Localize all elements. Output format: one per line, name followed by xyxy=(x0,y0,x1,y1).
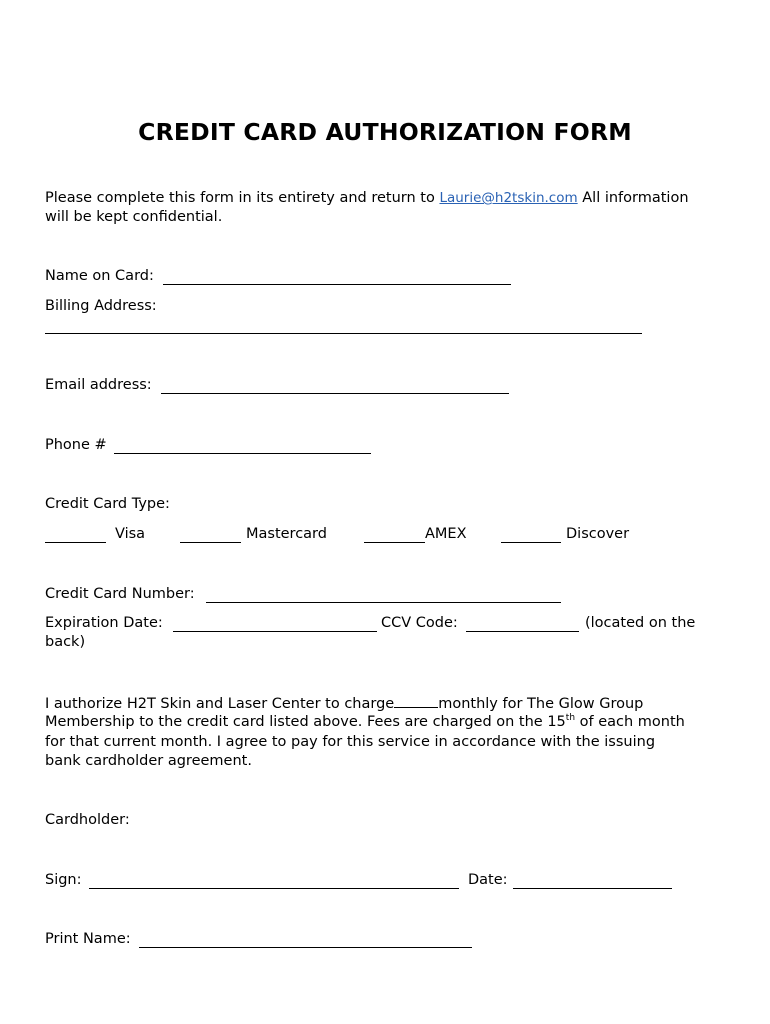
card-number-field[interactable] xyxy=(206,602,561,603)
ccv-code-label: CCV Code: xyxy=(381,615,458,631)
phone-label: Phone # xyxy=(45,437,107,453)
card-option-discover: Discover xyxy=(566,526,630,542)
authorization-text-b: monthly for The Glow Group xyxy=(438,696,644,712)
date-label: Date: xyxy=(468,872,508,888)
name-on-card-field[interactable] xyxy=(163,284,511,285)
amex-blank[interactable] xyxy=(364,542,425,543)
cardholder-heading: Cardholder: xyxy=(45,812,130,828)
expiration-date-field[interactable] xyxy=(173,631,377,632)
billing-address-field[interactable] xyxy=(45,333,642,334)
ccv-note: (located on the xyxy=(585,615,696,631)
print-name-label: Print Name: xyxy=(45,931,131,947)
card-number-label: Credit Card Number: xyxy=(45,586,195,602)
sign-label: Sign: xyxy=(45,872,82,888)
expiration-date-label: Expiration Date: xyxy=(45,615,163,631)
billing-address-label: Billing Address: xyxy=(45,298,157,314)
contact-email-link[interactable]: Laurie@h2tskin.com xyxy=(439,190,578,206)
ccv-note-continued: back) xyxy=(45,634,86,650)
discover-blank[interactable] xyxy=(501,542,561,543)
charge-amount-blank[interactable] xyxy=(394,694,438,708)
card-option-visa: Visa xyxy=(115,526,146,542)
card-type-label: Credit Card Type: xyxy=(45,496,170,512)
authorization-line-2b: of each month xyxy=(575,714,685,730)
authorization-line-2 xyxy=(45,713,685,733)
phone-field[interactable] xyxy=(114,453,371,454)
authorization-line-1 xyxy=(45,694,643,715)
email-address-field[interactable] xyxy=(161,393,509,394)
ccv-code-field[interactable] xyxy=(466,631,579,632)
intro-text-after: All information xyxy=(582,190,689,206)
authorization-line-2a: Membership to the credit card listed above. Fees are charged on the 15 xyxy=(45,714,566,730)
signature-field[interactable] xyxy=(89,888,459,889)
form-title: CREDIT CARD AUTHORIZATION FORM xyxy=(138,118,632,146)
ordinal-suffix: th xyxy=(565,713,576,723)
intro-line-2: will be kept confidential. xyxy=(45,209,223,225)
authorization-text-a: I authorize H2T Skin and Laser Center to charge xyxy=(45,696,395,712)
name-on-card-label: Name on Card: xyxy=(45,268,154,284)
authorization-line-4: bank cardholder agreement. xyxy=(45,753,252,769)
card-option-mastercard: Mastercard xyxy=(246,526,327,542)
authorization-line-3: for that current month. I agree to pay for this service in accordance with the issuing xyxy=(45,734,656,750)
intro-text: Please complete this form in its entirety and return to xyxy=(45,190,435,206)
print-name-field[interactable] xyxy=(139,947,472,948)
mastercard-blank[interactable] xyxy=(180,542,241,543)
date-field[interactable] xyxy=(513,888,672,889)
card-option-amex: AMEX xyxy=(425,526,467,542)
visa-blank[interactable] xyxy=(45,542,106,543)
email-address-label: Email address: xyxy=(45,377,152,393)
intro-line-1 xyxy=(45,189,689,209)
